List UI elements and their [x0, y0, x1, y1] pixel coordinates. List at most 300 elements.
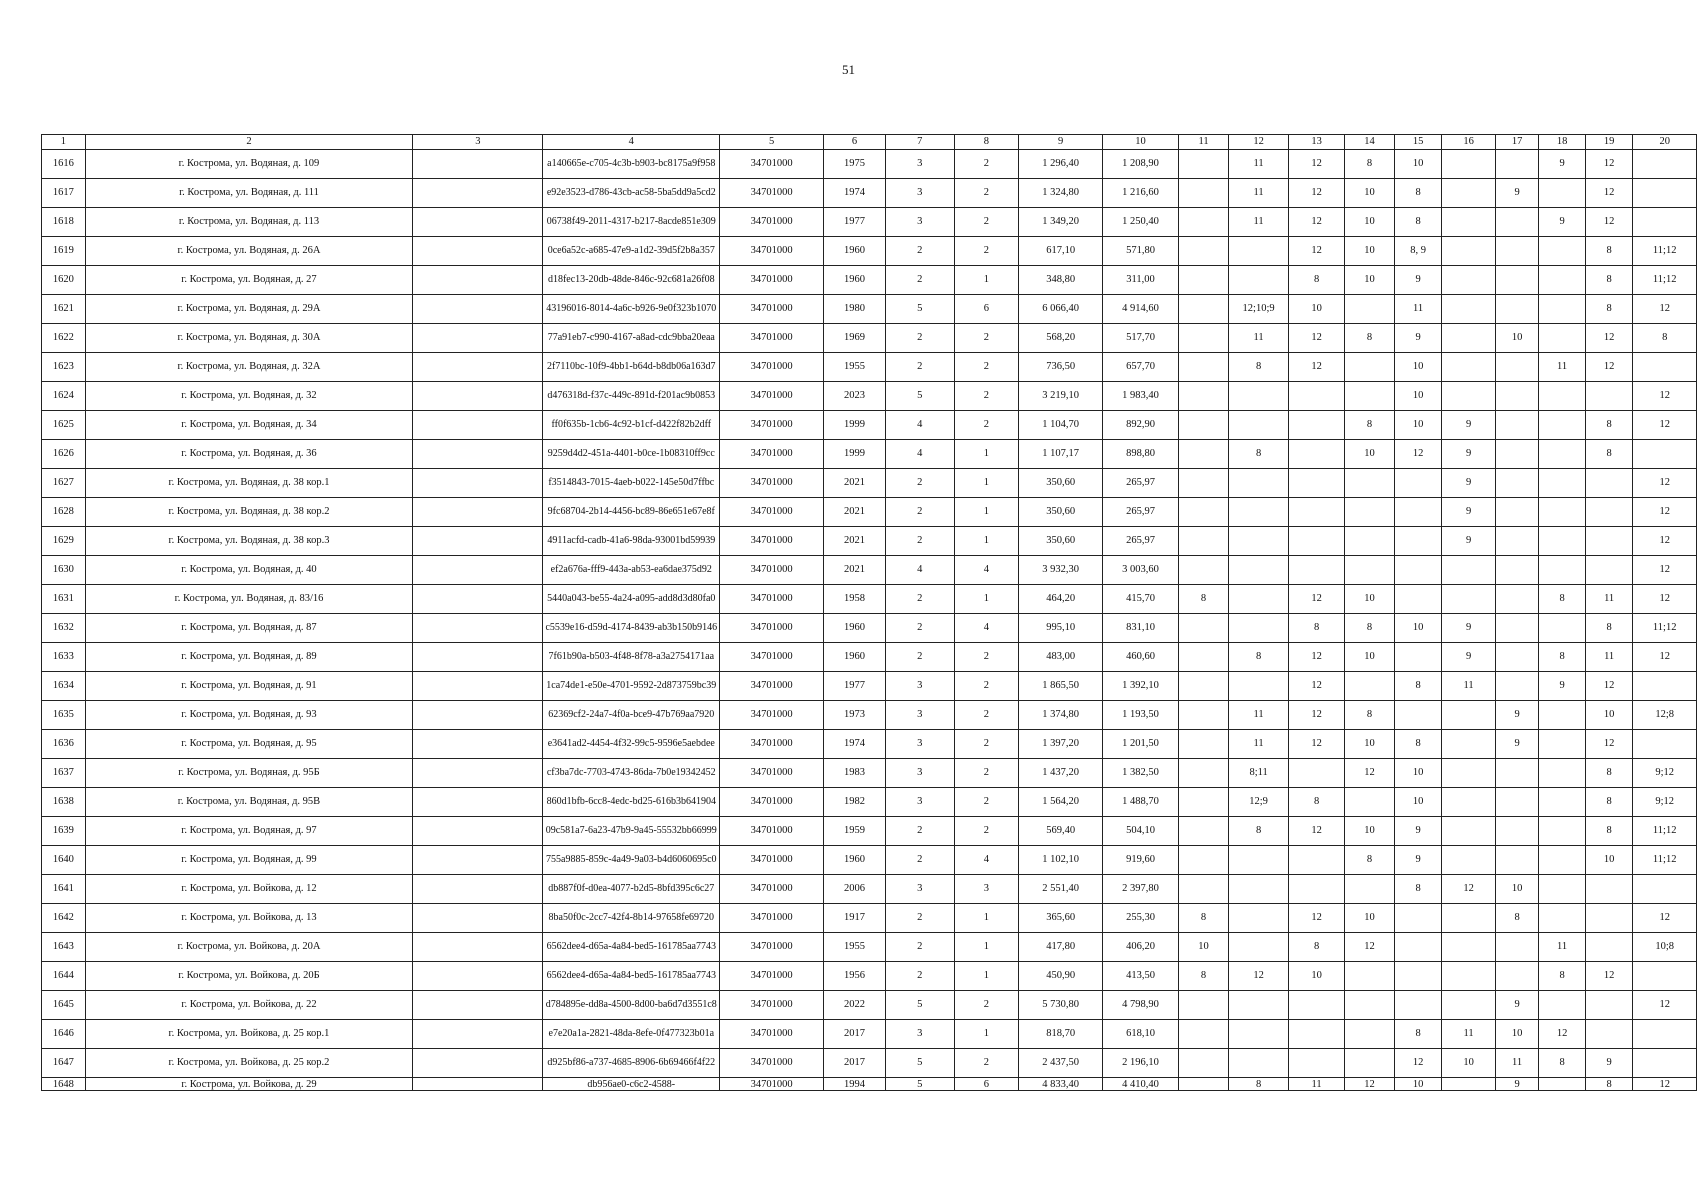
- address-cell: г. Кострома, ул. Водяная, д. 95: [85, 730, 413, 759]
- row-number-cell: 1640: [42, 846, 86, 875]
- col-16-cell: 9: [1442, 498, 1495, 527]
- col-7-cell: 2: [885, 614, 954, 643]
- col-10-cell: 4 914,60: [1103, 295, 1178, 324]
- col-13-cell: [1288, 846, 1344, 875]
- col-9-cell: 483,00: [1018, 643, 1102, 672]
- col-15-cell: [1394, 991, 1442, 1020]
- col-19-cell: [1585, 875, 1633, 904]
- col-9-cell: 1 104,70: [1018, 411, 1102, 440]
- table-row: [42, 324, 1697, 353]
- col-14-cell: 10: [1345, 266, 1394, 295]
- col-15-cell: [1394, 527, 1442, 556]
- col-19-cell: 8: [1585, 411, 1633, 440]
- col-14-cell: 10: [1345, 904, 1394, 933]
- col-17-cell: [1495, 150, 1539, 179]
- col-7-cell: 2: [885, 353, 954, 382]
- empty-cell: [413, 179, 543, 208]
- year-cell: 1977: [824, 672, 885, 701]
- col-10-cell: 1 216,60: [1103, 179, 1178, 208]
- col-20-cell: 11;12: [1633, 614, 1697, 643]
- col-10-cell: 1 488,70: [1103, 788, 1178, 817]
- col-9-cell: 1 296,40: [1018, 150, 1102, 179]
- year-cell: 1960: [824, 614, 885, 643]
- col-11-cell: [1178, 875, 1228, 904]
- guid-cell: cf3ba7dc-7703-4743-86da-7b0e19342452: [543, 759, 720, 788]
- col-17-cell: [1495, 527, 1539, 556]
- col-8-cell: 1: [954, 498, 1018, 527]
- col-18-cell: 8: [1539, 585, 1586, 614]
- col-9-cell: 1 324,80: [1018, 179, 1102, 208]
- col-12-cell: 11: [1229, 730, 1289, 759]
- col-12-cell: [1229, 904, 1289, 933]
- row-number-cell: 1648: [42, 1078, 86, 1091]
- col-16-cell: [1442, 1078, 1495, 1091]
- col-16-cell: [1442, 759, 1495, 788]
- col-9-cell: 417,80: [1018, 933, 1102, 962]
- col-20-cell: 12: [1633, 295, 1697, 324]
- col-8-cell: 2: [954, 411, 1018, 440]
- table-row: [42, 933, 1697, 962]
- col-16-cell: [1442, 904, 1495, 933]
- col-10-cell: 2 397,80: [1103, 875, 1178, 904]
- col-16-cell: [1442, 933, 1495, 962]
- col-11-cell: [1178, 411, 1228, 440]
- year-cell: 2021: [824, 498, 885, 527]
- column-header-5: 5: [720, 135, 824, 150]
- col-11-cell: [1178, 382, 1228, 411]
- col-9-cell: 348,80: [1018, 266, 1102, 295]
- address-cell: г. Кострома, ул. Войкова, д. 25 кор.1: [85, 1020, 413, 1049]
- col-15-cell: 10: [1394, 353, 1442, 382]
- row-number-cell: 1645: [42, 991, 86, 1020]
- col-11-cell: [1178, 266, 1228, 295]
- col-17-cell: 9: [1495, 179, 1539, 208]
- col-9-cell: 464,20: [1018, 585, 1102, 614]
- col-9-cell: 1 349,20: [1018, 208, 1102, 237]
- col-14-cell: 10: [1345, 208, 1394, 237]
- empty-cell: [413, 527, 543, 556]
- col-9-cell: 1 564,20: [1018, 788, 1102, 817]
- col-9-cell: 1 374,80: [1018, 701, 1102, 730]
- address-cell: г. Кострома, ул. Водяная, д. 111: [85, 179, 413, 208]
- col-14-cell: [1345, 556, 1394, 585]
- col-13-cell: 12: [1288, 904, 1344, 933]
- guid-cell: 860d1bfb-6cc8-4edc-bd25-616b3b641904: [543, 788, 720, 817]
- col-7-cell: 3: [885, 788, 954, 817]
- col-10-cell: 618,10: [1103, 1020, 1178, 1049]
- year-cell: 1999: [824, 440, 885, 469]
- col-8-cell: 4: [954, 614, 1018, 643]
- year-cell: 2021: [824, 469, 885, 498]
- col-14-cell: [1345, 353, 1394, 382]
- table-row: [42, 266, 1697, 295]
- col-16-cell: [1442, 556, 1495, 585]
- col-17-cell: [1495, 962, 1539, 991]
- col-15-cell: 8: [1394, 672, 1442, 701]
- col-12-cell: [1229, 846, 1289, 875]
- oktmo-cell: 34701000: [720, 614, 824, 643]
- col-8-cell: 2: [954, 150, 1018, 179]
- guid-cell: 6562dee4-d65a-4a84-bed5-161785aa7743: [543, 933, 720, 962]
- col-9-cell: 568,20: [1018, 324, 1102, 353]
- col-15-cell: 9: [1394, 846, 1442, 875]
- address-cell: г. Кострома, ул. Войкова, д. 12: [85, 875, 413, 904]
- year-cell: 1955: [824, 353, 885, 382]
- oktmo-cell: 34701000: [720, 788, 824, 817]
- col-16-cell: [1442, 295, 1495, 324]
- address-cell: г. Кострома, ул. Водяная, д. 109: [85, 150, 413, 179]
- col-11-cell: [1178, 788, 1228, 817]
- col-8-cell: 1: [954, 527, 1018, 556]
- address-cell: г. Кострома, ул. Водяная, д. 36: [85, 440, 413, 469]
- col-16-cell: [1442, 701, 1495, 730]
- oktmo-cell: 34701000: [720, 469, 824, 498]
- col-17-cell: [1495, 672, 1539, 701]
- col-13-cell: 10: [1288, 962, 1344, 991]
- col-12-cell: 8: [1229, 353, 1289, 382]
- col-17-cell: [1495, 498, 1539, 527]
- guid-cell: e92e3523-d786-43cb-ac58-5ba5dd9a5cd2: [543, 179, 720, 208]
- year-cell: 1980: [824, 295, 885, 324]
- col-8-cell: 2: [954, 788, 1018, 817]
- guid-cell: 9259d4d2-451a-4401-b0ce-1b08310ff9cc: [543, 440, 720, 469]
- oktmo-cell: 34701000: [720, 643, 824, 672]
- address-cell: г. Кострома, ул. Войкова, д. 29: [85, 1078, 413, 1091]
- col-8-cell: 2: [954, 237, 1018, 266]
- col-19-cell: [1585, 556, 1633, 585]
- col-12-cell: [1229, 585, 1289, 614]
- col-19-cell: 8: [1585, 1078, 1633, 1091]
- col-7-cell: 4: [885, 440, 954, 469]
- col-11-cell: 10: [1178, 933, 1228, 962]
- col-18-cell: 8: [1539, 643, 1586, 672]
- col-10-cell: 2 196,10: [1103, 1049, 1178, 1078]
- year-cell: 1975: [824, 150, 885, 179]
- col-13-cell: 8: [1288, 614, 1344, 643]
- col-8-cell: 1: [954, 933, 1018, 962]
- col-14-cell: 10: [1345, 237, 1394, 266]
- col-18-cell: [1539, 1078, 1586, 1091]
- col-16-cell: [1442, 179, 1495, 208]
- col-10-cell: 1 392,10: [1103, 672, 1178, 701]
- col-18-cell: [1539, 904, 1586, 933]
- col-9-cell: 450,90: [1018, 962, 1102, 991]
- col-14-cell: [1345, 1049, 1394, 1078]
- guid-cell: 43196016-8014-4a6c-b926-9e0f323b1070: [543, 295, 720, 324]
- col-8-cell: 3: [954, 875, 1018, 904]
- oktmo-cell: 34701000: [720, 730, 824, 759]
- col-20-cell: 12: [1633, 411, 1697, 440]
- address-cell: г. Кострома, ул. Водяная, д. 32А: [85, 353, 413, 382]
- col-8-cell: 1: [954, 1020, 1018, 1049]
- col-9-cell: 350,60: [1018, 498, 1102, 527]
- col-15-cell: 8: [1394, 875, 1442, 904]
- address-cell: г. Кострома, ул. Водяная, д. 34: [85, 411, 413, 440]
- oktmo-cell: 34701000: [720, 324, 824, 353]
- col-11-cell: [1178, 295, 1228, 324]
- col-17-cell: [1495, 643, 1539, 672]
- year-cell: 1960: [824, 266, 885, 295]
- col-7-cell: 2: [885, 962, 954, 991]
- table-row: [42, 730, 1697, 759]
- col-19-cell: 12: [1585, 962, 1633, 991]
- row-number-cell: 1642: [42, 904, 86, 933]
- table-row: [42, 353, 1697, 382]
- guid-cell: c5539e16-d59d-4174-8439-ab3b150b9146: [543, 614, 720, 643]
- guid-cell: ff0f635b-1cb6-4c92-b1cf-d422f82b2dff: [543, 411, 720, 440]
- col-13-cell: 8: [1288, 266, 1344, 295]
- col-17-cell: [1495, 353, 1539, 382]
- col-13-cell: [1288, 556, 1344, 585]
- col-11-cell: [1178, 730, 1228, 759]
- col-12-cell: 11: [1229, 208, 1289, 237]
- col-16-cell: 9: [1442, 643, 1495, 672]
- col-17-cell: [1495, 266, 1539, 295]
- table-row: [42, 962, 1697, 991]
- row-number-cell: 1622: [42, 324, 86, 353]
- col-18-cell: 9: [1539, 150, 1586, 179]
- year-cell: 2023: [824, 382, 885, 411]
- col-7-cell: 2: [885, 527, 954, 556]
- table-row: [42, 701, 1697, 730]
- row-number-cell: 1638: [42, 788, 86, 817]
- address-cell: г. Кострома, ул. Водяная, д. 40: [85, 556, 413, 585]
- page-number: 51: [842, 62, 855, 77]
- col-17-cell: [1495, 469, 1539, 498]
- col-18-cell: [1539, 788, 1586, 817]
- oktmo-cell: 34701000: [720, 440, 824, 469]
- col-11-cell: [1178, 614, 1228, 643]
- col-20-cell: 12: [1633, 527, 1697, 556]
- col-10-cell: 831,10: [1103, 614, 1178, 643]
- address-cell: г. Кострома, ул. Водяная, д. 38 кор.1: [85, 469, 413, 498]
- col-7-cell: 3: [885, 208, 954, 237]
- oktmo-cell: 34701000: [720, 237, 824, 266]
- empty-cell: [413, 643, 543, 672]
- oktmo-cell: 34701000: [720, 556, 824, 585]
- col-8-cell: 1: [954, 440, 1018, 469]
- table-row: [42, 672, 1697, 701]
- address-cell: г. Кострома, ул. Водяная, д. 113: [85, 208, 413, 237]
- oktmo-cell: 34701000: [720, 295, 824, 324]
- oktmo-cell: 34701000: [720, 527, 824, 556]
- col-14-cell: [1345, 527, 1394, 556]
- row-number-cell: 1629: [42, 527, 86, 556]
- col-7-cell: 2: [885, 817, 954, 846]
- col-14-cell: [1345, 382, 1394, 411]
- col-19-cell: 8: [1585, 817, 1633, 846]
- address-cell: г. Кострома, ул. Водяная, д. 91: [85, 672, 413, 701]
- col-13-cell: [1288, 411, 1344, 440]
- table-row: [42, 643, 1697, 672]
- col-8-cell: 2: [954, 672, 1018, 701]
- address-cell: г. Кострома, ул. Войкова, д. 20А: [85, 933, 413, 962]
- col-18-cell: [1539, 324, 1586, 353]
- col-15-cell: 8: [1394, 1020, 1442, 1049]
- oktmo-cell: 34701000: [720, 904, 824, 933]
- col-7-cell: 5: [885, 991, 954, 1020]
- col-16-cell: 9: [1442, 469, 1495, 498]
- col-19-cell: 12: [1585, 730, 1633, 759]
- guid-cell: d476318d-f37c-449c-891d-f201ac9b0853: [543, 382, 720, 411]
- empty-cell: [413, 266, 543, 295]
- col-16-cell: [1442, 846, 1495, 875]
- col-10-cell: 415,70: [1103, 585, 1178, 614]
- table-row: [42, 150, 1697, 179]
- col-18-cell: [1539, 759, 1586, 788]
- col-13-cell: 10: [1288, 295, 1344, 324]
- col-14-cell: [1345, 469, 1394, 498]
- col-14-cell: [1345, 962, 1394, 991]
- col-11-cell: [1178, 701, 1228, 730]
- column-header-8: 8: [954, 135, 1018, 150]
- empty-cell: [413, 614, 543, 643]
- col-17-cell: [1495, 237, 1539, 266]
- column-header-19: 19: [1585, 135, 1633, 150]
- housing-registry-table: [41, 134, 1697, 1091]
- col-10-cell: 413,50: [1103, 962, 1178, 991]
- row-number-cell: 1620: [42, 266, 86, 295]
- address-cell: г. Кострома, ул. Водяная, д. 93: [85, 701, 413, 730]
- col-20-cell: 12: [1633, 382, 1697, 411]
- col-14-cell: 10: [1345, 585, 1394, 614]
- address-cell: г. Кострома, ул. Водяная, д. 38 кор.2: [85, 498, 413, 527]
- col-16-cell: [1442, 150, 1495, 179]
- column-header-18: 18: [1539, 135, 1586, 150]
- col-12-cell: [1229, 469, 1289, 498]
- col-16-cell: [1442, 730, 1495, 759]
- col-10-cell: 919,60: [1103, 846, 1178, 875]
- col-15-cell: 10: [1394, 150, 1442, 179]
- empty-cell: [413, 1078, 543, 1091]
- col-19-cell: 12: [1585, 353, 1633, 382]
- row-number-cell: 1624: [42, 382, 86, 411]
- col-14-cell: 10: [1345, 730, 1394, 759]
- guid-cell: 77a91eb7-c990-4167-a8ad-cdc9bba20eaa: [543, 324, 720, 353]
- col-14-cell: [1345, 1020, 1394, 1049]
- col-9-cell: 1 437,20: [1018, 759, 1102, 788]
- col-11-cell: 8: [1178, 904, 1228, 933]
- col-10-cell: 1 193,50: [1103, 701, 1178, 730]
- column-header-2: 2: [85, 135, 413, 150]
- table-row: [42, 237, 1697, 266]
- col-9-cell: 617,10: [1018, 237, 1102, 266]
- col-11-cell: [1178, 150, 1228, 179]
- col-20-cell: 9;12: [1633, 788, 1697, 817]
- col-19-cell: [1585, 904, 1633, 933]
- col-20-cell: 12;8: [1633, 701, 1697, 730]
- col-17-cell: [1495, 382, 1539, 411]
- guid-cell: e7e20a1a-2821-48da-8efe-0f477323b01a: [543, 1020, 720, 1049]
- col-20-cell: 12: [1633, 904, 1697, 933]
- col-13-cell: 8: [1288, 788, 1344, 817]
- column-header-10: 10: [1103, 135, 1178, 150]
- col-15-cell: [1394, 701, 1442, 730]
- table-row: [42, 208, 1697, 237]
- col-19-cell: 8: [1585, 237, 1633, 266]
- col-10-cell: 1 208,90: [1103, 150, 1178, 179]
- col-9-cell: 3 932,30: [1018, 556, 1102, 585]
- oktmo-cell: 34701000: [720, 150, 824, 179]
- empty-cell: [413, 237, 543, 266]
- col-19-cell: [1585, 933, 1633, 962]
- col-10-cell: 311,00: [1103, 266, 1178, 295]
- col-8-cell: 2: [954, 353, 1018, 382]
- year-cell: 1960: [824, 237, 885, 266]
- col-9-cell: 350,60: [1018, 469, 1102, 498]
- col-11-cell: [1178, 237, 1228, 266]
- guid-cell: 755a9885-859c-4a49-9a03-b4d6060695c0: [543, 846, 720, 875]
- row-number-cell: 1641: [42, 875, 86, 904]
- col-16-cell: 11: [1442, 1020, 1495, 1049]
- col-20-cell: [1633, 875, 1697, 904]
- col-8-cell: 2: [954, 1049, 1018, 1078]
- table-body: [42, 150, 1697, 1091]
- col-15-cell: [1394, 643, 1442, 672]
- address-cell: г. Кострома, ул. Войкова, д. 20Б: [85, 962, 413, 991]
- guid-cell: 5440a043-be55-4a24-a095-add8d3d80fa0: [543, 585, 720, 614]
- col-16-cell: [1442, 788, 1495, 817]
- col-10-cell: 265,97: [1103, 498, 1178, 527]
- col-15-cell: 8, 9: [1394, 237, 1442, 266]
- empty-cell: [413, 904, 543, 933]
- col-18-cell: [1539, 440, 1586, 469]
- year-cell: 2017: [824, 1049, 885, 1078]
- col-18-cell: [1539, 382, 1586, 411]
- col-13-cell: 12: [1288, 643, 1344, 672]
- guid-cell: d18fec13-20db-48de-846c-92c681a26f08: [543, 266, 720, 295]
- col-18-cell: 8: [1539, 962, 1586, 991]
- col-7-cell: 2: [885, 904, 954, 933]
- column-header-9: 9: [1018, 135, 1102, 150]
- col-7-cell: 5: [885, 1078, 954, 1091]
- col-18-cell: [1539, 701, 1586, 730]
- oktmo-cell: 34701000: [720, 962, 824, 991]
- col-19-cell: 8: [1585, 788, 1633, 817]
- col-12-cell: [1229, 527, 1289, 556]
- col-17-cell: [1495, 817, 1539, 846]
- col-7-cell: 2: [885, 237, 954, 266]
- row-number-cell: 1644: [42, 962, 86, 991]
- empty-cell: [413, 817, 543, 846]
- col-13-cell: [1288, 875, 1344, 904]
- table-row: [42, 498, 1697, 527]
- col-15-cell: [1394, 933, 1442, 962]
- col-7-cell: 3: [885, 672, 954, 701]
- col-15-cell: 10: [1394, 759, 1442, 788]
- col-18-cell: [1539, 875, 1586, 904]
- col-7-cell: 2: [885, 498, 954, 527]
- table-row: [42, 527, 1697, 556]
- oktmo-cell: 34701000: [720, 701, 824, 730]
- col-14-cell: 12: [1345, 933, 1394, 962]
- oktmo-cell: 34701000: [720, 1078, 824, 1091]
- col-16-cell: 9: [1442, 614, 1495, 643]
- col-12-cell: [1229, 875, 1289, 904]
- col-20-cell: 12: [1633, 991, 1697, 1020]
- col-13-cell: 11: [1288, 1078, 1344, 1091]
- col-10-cell: 255,30: [1103, 904, 1178, 933]
- guid-cell: 62369cf2-24a7-4f0a-bce9-47b769aa7920: [543, 701, 720, 730]
- col-19-cell: 12: [1585, 324, 1633, 353]
- year-cell: 2006: [824, 875, 885, 904]
- row-number-cell: 1616: [42, 150, 86, 179]
- col-8-cell: 1: [954, 266, 1018, 295]
- table-row: [42, 846, 1697, 875]
- row-number-cell: 1631: [42, 585, 86, 614]
- col-18-cell: [1539, 469, 1586, 498]
- col-8-cell: 1: [954, 585, 1018, 614]
